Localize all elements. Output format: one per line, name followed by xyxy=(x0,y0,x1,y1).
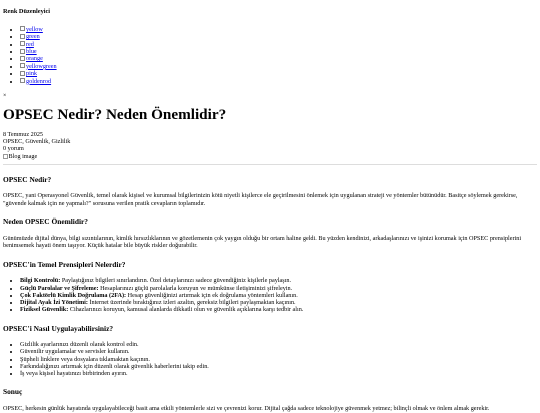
blog-image-alt: Blog image xyxy=(8,152,38,160)
color-option[interactable] xyxy=(20,48,537,55)
section-text: OPSEC, herkesin günlük hayatında uygulayabileceği basit ama etkili yöntemlerle sizi ve çevrenizi korur. Dijital çağda sadece teknolojiye güvenmek yetmez; bilinçli olmak ve önlem almak gerekir. xyxy=(3,404,490,412)
list-item xyxy=(20,277,537,284)
divider xyxy=(3,164,537,165)
section-heading: OPSEC'i Nasıl Uygulayabilirsiniz? xyxy=(3,323,114,333)
principle-text: Paylaştığınız bilgileri sınırlandırın. Özel detaylarınızı sadece güvendiğiniz kişilerle paylaşın. xyxy=(60,277,292,285)
color-switcher-list xyxy=(3,26,537,85)
broken-image-icon xyxy=(20,78,25,83)
principle-text: Hesaplarınızı güçlü parolalarla koruyun ve mümkünse iletişiminizi şifreleyin. xyxy=(98,284,293,292)
broken-image-icon xyxy=(20,71,25,76)
list-item xyxy=(20,299,537,306)
color-link-goldenrod[interactable]: goldenrod xyxy=(26,77,52,85)
principle-title: Dijital Ayak İzi Yönetimi: xyxy=(20,299,88,307)
color-option[interactable] xyxy=(20,63,537,70)
list-item xyxy=(20,306,537,313)
principles-list xyxy=(3,277,537,313)
color-link-yellow[interactable]: yellow xyxy=(26,25,43,33)
color-link-orange[interactable]: orange xyxy=(26,55,43,63)
blog-image xyxy=(3,153,537,161)
list-item: • Güvenilir uygulamalar ve servisler kullanın. xyxy=(20,348,537,355)
broken-image-icon xyxy=(20,41,25,46)
broken-image-icon xyxy=(20,49,25,54)
section-text: OPSEC, yani Operasyonel Güvenlik, temel olarak kişisel ve kurumsal bilgilerinizin kötü niyetli kişilerce ele geçirilmesini önlemek için uygulanan strateji ve yöntemler bütünüdür. Basitçe söylemek gerekirse, "güvende kalmak için ne yapmalı?" sorusuna verilen pratik cevapların toplamıdır. xyxy=(3,191,518,207)
list-item: • Gizlilik ayarlarınızı düzenli olarak kontrol edin. xyxy=(20,341,537,348)
color-option[interactable] xyxy=(20,26,537,33)
color-switcher-title: Renk Düzenleyici xyxy=(3,8,51,15)
list-item: • Farkındalığınızı artırmak için düzenli olarak güvenlik haberlerini takip edin. xyxy=(20,363,537,370)
color-link-green[interactable]: green xyxy=(26,33,40,41)
list-item: • Şüpheli linklere veya dosyalara tıklamaktan kaçının. xyxy=(20,356,537,363)
color-option[interactable] xyxy=(20,55,537,62)
broken-image-icon xyxy=(20,56,25,61)
principle-title: Çok Faktörlü Kimlik Doğrulama (2FA): xyxy=(20,291,127,299)
close-icon[interactable]: × xyxy=(3,92,7,99)
post-categories: OPSEC, Güvenlik, Gizlilik xyxy=(3,138,71,146)
list-item: • İş veya kişisel hayatınızı birbirinden ayırın. xyxy=(20,370,537,377)
color-link-yellowgreen[interactable]: yellowgreen xyxy=(26,62,57,70)
color-link-red[interactable]: red xyxy=(26,40,34,48)
post-meta xyxy=(3,131,537,153)
broken-image-icon xyxy=(20,34,25,39)
post-title: OPSEC Nedir? Neden Önemlidir? xyxy=(3,106,227,124)
color-option[interactable] xyxy=(20,78,537,85)
list-item xyxy=(20,292,537,299)
color-option[interactable] xyxy=(20,70,537,77)
post-comments: 0 yorum xyxy=(3,145,24,153)
tips-list xyxy=(3,341,537,377)
broken-image-icon xyxy=(20,26,25,31)
section-text: Günümüzde dijital dünya, bilgi sızıntılarının, kimlik hırsızlıklarının ve gözetlemenin çok yaygın olduğu bir ortam haline geldi. Bu yüzden kendinizi, arkadaşlarınızı ve işinizi korumak için OPSEC prensiplerini benimsemek hayati önem taşıyor. Küçük hatalar bile büyük riskler doğurabilir. xyxy=(3,234,522,250)
section-heading: Neden OPSEC Önemlidir? xyxy=(3,217,88,227)
section-heading: OPSEC Nedir? xyxy=(3,174,52,184)
principle-text: Hesap güvenliğinizi artırmak için ek doğrulama yöntemleri kullanın. xyxy=(126,291,298,299)
list-item xyxy=(20,285,537,292)
page xyxy=(0,8,540,412)
color-option[interactable] xyxy=(20,41,537,48)
broken-image-icon xyxy=(20,63,25,68)
post-date: 8 Temmuz 2025 xyxy=(3,130,44,138)
principle-text: İnternet üzerinde bıraktığınız izleri azaltın, gereksiz bilgileri paylaşmaktan kaçının. xyxy=(87,299,296,307)
principle-title: Fiziksel Güvenlik: xyxy=(20,306,69,314)
color-link-blue[interactable]: blue xyxy=(26,48,37,56)
principle-title: Güçlü Parolalar ve Şifreleme: xyxy=(20,284,99,292)
principle-title: Bilgi Kontrolü: xyxy=(20,277,61,285)
principle-text: Cihazlarınızı koruyun, kamusal alanlarda dikkatli olun ve güvenlik açıklarına karşı tedbir alın. xyxy=(68,306,304,314)
broken-image-icon xyxy=(3,154,8,159)
section-heading: Sonuç xyxy=(3,387,23,397)
section-heading: OPSEC'in Temel Prensipleri Nelerdir? xyxy=(3,260,126,270)
color-option[interactable] xyxy=(20,33,537,40)
color-link-pink[interactable]: pink xyxy=(26,70,38,78)
